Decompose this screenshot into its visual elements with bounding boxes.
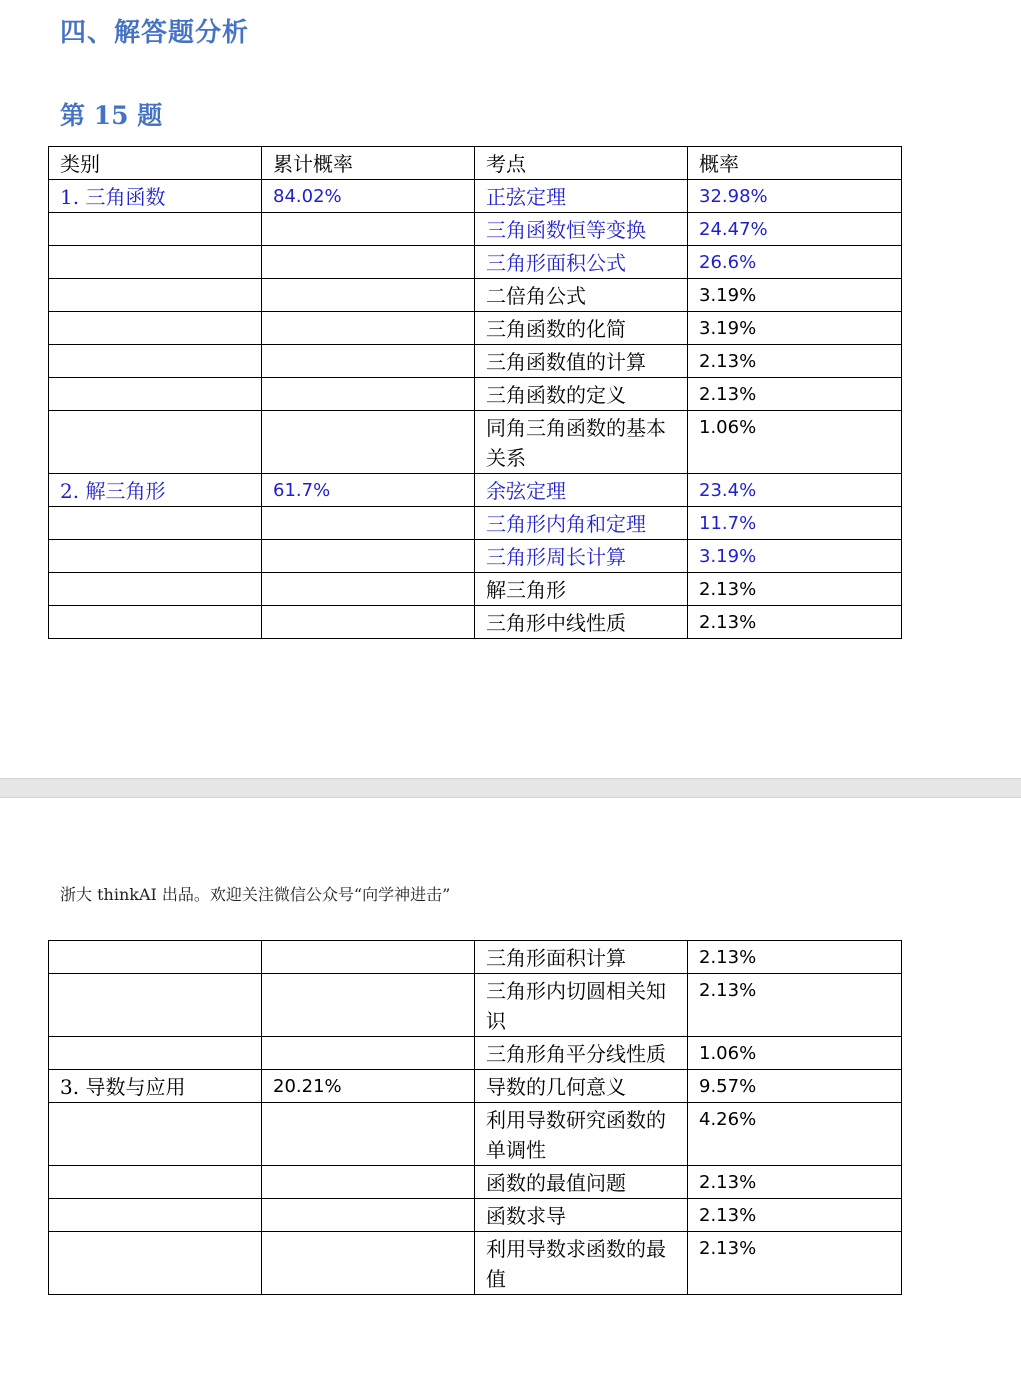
cumulative-cell <box>262 1232 475 1295</box>
table-row <box>49 1166 902 1199</box>
cumulative-cell <box>262 1103 475 1166</box>
table-header-row <box>49 147 902 180</box>
topic-cell: 三角形面积计算 <box>475 941 688 974</box>
cumulative-cell <box>262 1199 475 1232</box>
table-1-body <box>49 180 902 639</box>
topic-cell: 利用导数求函数的最值 <box>475 1232 688 1295</box>
topic-cell: 二倍角公式 <box>475 279 688 312</box>
cumulative-cell <box>262 606 475 639</box>
topic-cell: 利用导数研究函数的单调性 <box>475 1103 688 1166</box>
topic-cell: 余弦定理 <box>475 474 688 507</box>
topic-cell: 三角函数的化简 <box>475 312 688 345</box>
probability-cell: 2.13% <box>688 1166 902 1199</box>
probability-cell: 23.4% <box>688 474 902 507</box>
cumulative-cell <box>262 246 475 279</box>
category-cell <box>49 345 262 378</box>
table-row <box>49 941 902 974</box>
topic-cell: 三角形内角和定理 <box>475 507 688 540</box>
table-row <box>49 180 902 213</box>
cumulative-cell <box>262 573 475 606</box>
probability-cell: 3.19% <box>688 312 902 345</box>
table-row <box>49 246 902 279</box>
table-row <box>49 1199 902 1232</box>
cumulative-cell <box>262 540 475 573</box>
cumulative-cell <box>262 345 475 378</box>
topic-cell: 三角形角平分线性质 <box>475 1037 688 1070</box>
topic-cell: 正弦定理 <box>475 180 688 213</box>
category-cell <box>49 941 262 974</box>
topic-cell: 三角形周长计算 <box>475 540 688 573</box>
probability-cell: 24.47% <box>688 213 902 246</box>
question-title: 第 15 题 <box>60 101 163 130</box>
topic-cell: 三角函数的定义 <box>475 378 688 411</box>
category-cell <box>49 974 262 1037</box>
table-row <box>49 573 902 606</box>
analysis-table-1 <box>48 146 902 639</box>
probability-cell: 3.19% <box>688 540 902 573</box>
page-2 <box>0 798 1021 1389</box>
analysis-table-2 <box>48 940 902 1295</box>
probability-cell: 1.06% <box>688 1037 902 1070</box>
table-2-body <box>49 941 902 1295</box>
table-row <box>49 507 902 540</box>
topic-cell: 三角形面积公式 <box>475 246 688 279</box>
cumulative-cell: 61.7% <box>262 474 475 507</box>
publisher-note: 浙大 thinkAI 出品。欢迎关注微信公众号“向学神进击” <box>60 885 451 904</box>
probability-cell: 2.13% <box>688 1199 902 1232</box>
cumulative-cell <box>262 411 475 474</box>
cumulative-cell: 84.02% <box>262 180 475 213</box>
table-row <box>49 1037 902 1070</box>
probability-cell: 9.57% <box>688 1070 902 1103</box>
probability-cell: 2.13% <box>688 573 902 606</box>
category-cell <box>49 540 262 573</box>
header-probability: 概率 <box>688 147 902 180</box>
probability-cell: 2.13% <box>688 606 902 639</box>
header-category: 类别 <box>49 147 262 180</box>
category-cell <box>49 1199 262 1232</box>
probability-cell: 32.98% <box>688 180 902 213</box>
table-row <box>49 279 902 312</box>
category-cell <box>49 378 262 411</box>
probability-cell: 4.26% <box>688 1103 902 1166</box>
cumulative-cell: 20.21% <box>262 1070 475 1103</box>
category-cell <box>49 246 262 279</box>
topic-cell: 三角函数值的计算 <box>475 345 688 378</box>
category-cell: 3. 导数与应用 <box>49 1070 262 1103</box>
probability-cell: 26.6% <box>688 246 902 279</box>
probability-cell: 2.13% <box>688 1232 902 1295</box>
category-cell <box>49 411 262 474</box>
page-separator <box>0 778 1021 798</box>
table-row <box>49 378 902 411</box>
table-row <box>49 540 902 573</box>
cumulative-cell <box>262 279 475 312</box>
table-row <box>49 312 902 345</box>
category-cell <box>49 279 262 312</box>
table-row <box>49 1103 902 1166</box>
cumulative-cell <box>262 974 475 1037</box>
category-cell <box>49 1037 262 1070</box>
category-cell <box>49 1103 262 1166</box>
probability-cell: 1.06% <box>688 411 902 474</box>
cumulative-cell <box>262 941 475 974</box>
topic-cell: 三角形内切圆相关知识 <box>475 974 688 1037</box>
table-row <box>49 345 902 378</box>
cumulative-cell <box>262 213 475 246</box>
topic-cell: 三角形中线性质 <box>475 606 688 639</box>
category-cell <box>49 606 262 639</box>
category-cell: 1. 三角函数 <box>49 180 262 213</box>
probability-cell: 11.7% <box>688 507 902 540</box>
cumulative-cell <box>262 1166 475 1199</box>
table-row <box>49 213 902 246</box>
category-cell <box>49 507 262 540</box>
header-cumulative: 累计概率 <box>262 147 475 180</box>
table-row <box>49 474 902 507</box>
cumulative-cell <box>262 312 475 345</box>
category-cell <box>49 213 262 246</box>
topic-cell: 三角函数恒等变换 <box>475 213 688 246</box>
topic-cell: 函数求导 <box>475 1199 688 1232</box>
topic-cell: 函数的最值问题 <box>475 1166 688 1199</box>
cumulative-cell <box>262 507 475 540</box>
category-cell <box>49 573 262 606</box>
topic-cell: 导数的几何意义 <box>475 1070 688 1103</box>
table-row <box>49 1232 902 1295</box>
probability-cell: 2.13% <box>688 941 902 974</box>
topic-cell: 同角三角函数的基本关系 <box>475 411 688 474</box>
topic-cell: 解三角形 <box>475 573 688 606</box>
table-row <box>49 1070 902 1103</box>
probability-cell: 3.19% <box>688 279 902 312</box>
table-row <box>49 606 902 639</box>
category-cell: 2. 解三角形 <box>49 474 262 507</box>
probability-cell: 2.13% <box>688 345 902 378</box>
header-topic: 考点 <box>475 147 688 180</box>
section-title: 四、解答题分析 <box>60 18 250 48</box>
table-row <box>49 411 902 474</box>
table-row <box>49 974 902 1037</box>
category-cell <box>49 1166 262 1199</box>
probability-cell: 2.13% <box>688 974 902 1037</box>
probability-cell: 2.13% <box>688 378 902 411</box>
category-cell <box>49 1232 262 1295</box>
category-cell <box>49 312 262 345</box>
cumulative-cell <box>262 1037 475 1070</box>
cumulative-cell <box>262 378 475 411</box>
